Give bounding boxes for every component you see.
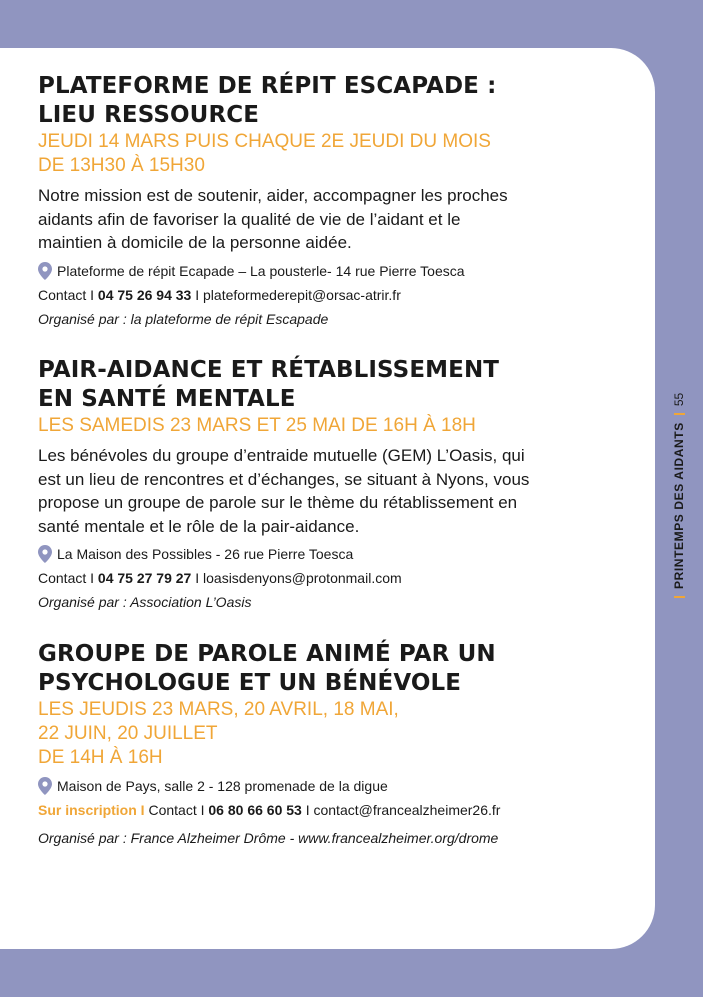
event-organizer: Organisé par : France Alzheimer Drôme - www.francealzheimer.org/drome	[38, 830, 499, 846]
event-organizer: Organisé par : la plateforme de répit Escapade	[38, 310, 329, 327]
map-pin-icon	[38, 262, 52, 280]
event-description: Notre mission est de soutenir, aider, accompagner les proches aidants afin de favoriser la qualité de vie de l’aidant et le maintien à domicile de la personne aidée.	[38, 186, 508, 252]
section-label: PRINTEMPS DES AIDANTS	[672, 422, 686, 589]
event-contact: Sur inscription I Contact I 06 80 66 60 53 I contact@francealzheimer26.fr	[38, 802, 501, 818]
email[interactable]: I loasisdenyons@protonmail.com	[191, 570, 402, 586]
phone-number[interactable]: 04 75 26 94 33	[97, 286, 192, 303]
map-pin-icon	[38, 777, 52, 795]
event-location: Plateforme de répit Ecapade – La pousterle- 14 rue Pierre Toesca	[38, 259, 598, 283]
phone-number[interactable]: 04 75 27 79 27	[97, 570, 192, 586]
event-date: LES JEUDIS 23 MARS, 20 AVRIL, 18 MAI, 22 JUIN, 20 JUILLET DE 14H À 16H	[38, 699, 399, 768]
event-date: JEUDI 14 MARS PUIS CHAQUE 2E JEUDI DU MOIS DE 13H30 À 15H30	[38, 131, 491, 176]
accent-bar	[674, 596, 685, 598]
event-title: GROUPE DE PAROLE ANIMÉ PAR UN PSYCHOLOGUE ET UN BÉNÉVOLE	[38, 641, 496, 696]
event-location: Maison de Pays, salle 2 - 128 promenade de la digue	[38, 774, 598, 798]
email[interactable]: I contact@francealzheimer26.fr	[301, 802, 501, 818]
accent-bar	[674, 413, 685, 415]
event-discussion-group	[38, 640, 598, 850]
map-pin-icon	[38, 545, 52, 563]
event-date: LES SAMEDIS 23 MARS ET 25 MAI DE 16H À 18H	[38, 415, 476, 436]
event-contact: Contact I 04 75 26 94 33 I plateformederepit@orsac-atrir.fr	[38, 286, 401, 303]
registration-note: Sur inscription I	[38, 802, 149, 818]
phone-number[interactable]: 06 80 66 60 53	[208, 802, 302, 818]
side-running-header	[668, 265, 690, 605]
page-number: 55	[672, 392, 686, 407]
event-organizer: Organisé par : Association L’Oasis	[38, 594, 252, 610]
event-location: La Maison des Possibles - 26 rue Pierre Toesca	[38, 542, 598, 566]
event-peer-support	[38, 356, 598, 614]
event-title: PAIR-AIDANCE ET RÉTABLISSEMENT EN SANTÉ MENTALE	[38, 357, 500, 412]
event-title: PLATEFORME DE RÉPIT ESCAPADE : LIEU RESSOURCE	[38, 73, 497, 128]
event-respite-platform	[38, 72, 598, 331]
email[interactable]: I plateformederepit@orsac-atrir.fr	[191, 286, 401, 303]
event-description: Les bénévoles du groupe d’entraide mutuelle (GEM) L’Oasis, qui est un lieu de rencontres et d’échanges, se situant à Nyons, vous propose un groupe de parole sur le thème du rétablissement en santé mentale et le rôle de la pair-aidance.	[38, 446, 530, 536]
event-contact: Contact I 04 75 27 79 27 I loasisdenyons@protonmail.com	[38, 570, 402, 586]
